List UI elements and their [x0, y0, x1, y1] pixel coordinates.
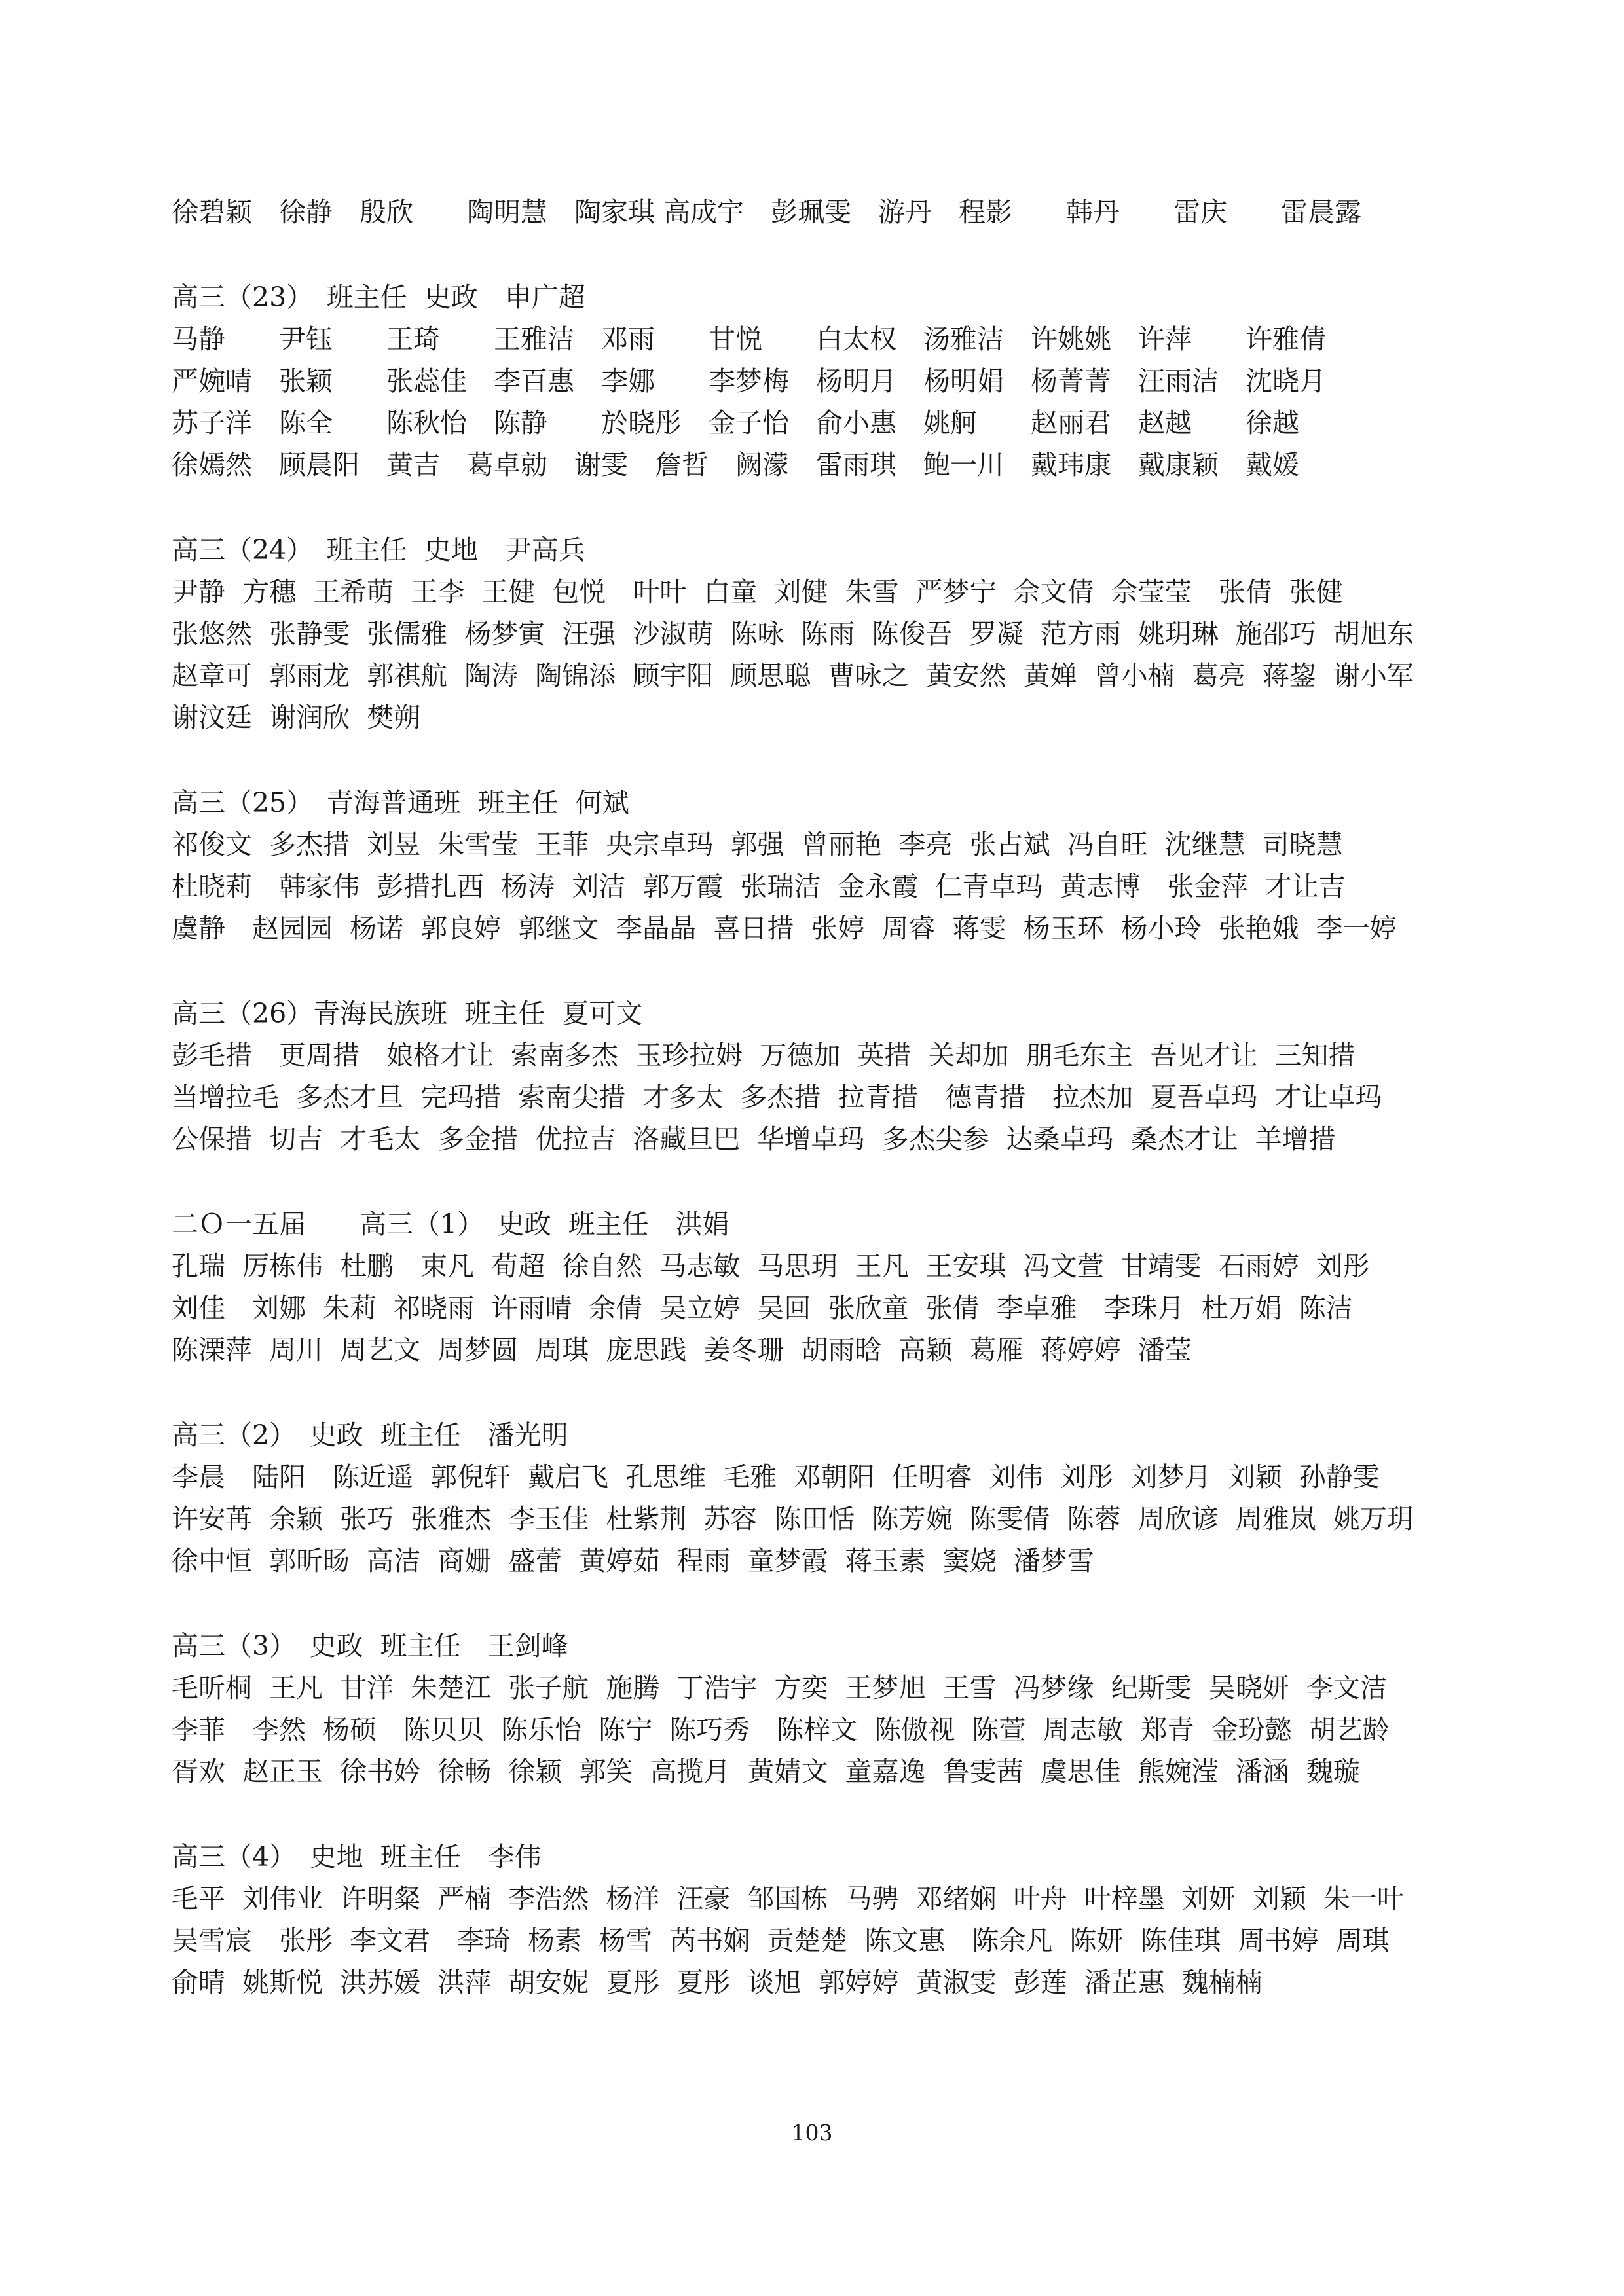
name-list-line: 严婉晴 张颖 张蕊佳 李百惠 李娜 李梦梅 杨明月 杨明娟 杨菁菁 汪雨洁 沈晓月	[172, 365, 1326, 397]
name-list-line: 刘佳 刘娜 朱莉 祁晓雨 许雨晴 余倩 吴立婷 吴回 张欣童 张倩 李卓雅 李珠月 杜万娟 陈洁	[172, 1292, 1353, 1324]
class-heading: 高三（4） 史地 班主任 李伟	[172, 1841, 542, 1872]
class-block	[172, 276, 1481, 486]
name-list-line: 公保措 切吉 才毛太 多金措 优拉吉 洛藏旦巴 华增卓玛 多杰尖参 达桑卓玛 桑杰才让 羊增措	[172, 1123, 1336, 1155]
name-list-line: 徐嫣然 顾晨阳 黄吉 葛卓勍 谢雯 詹哲 阙濛 雷雨琪 鲍一川 戴玮康 戴康颖 戴媛	[172, 449, 1299, 481]
name-list-line: 俞晴 姚斯悦 洪苏媛 洪萍 胡安妮 夏彤 夏彤 谈旭 郭婷婷 黄淑雯 彭莲 潘芷惠 魏楠楠	[172, 1967, 1263, 1998]
class-heading: 高三（25） 青海普通班 班主任 何斌	[172, 787, 629, 818]
name-list-line: 胥欢 赵正玉 徐书妗 徐畅 徐颖 郭笑 高揽月 黄婧文 童嘉逸 鲁雯茜 虞思佳 熊婉滢 潘涵 魏璇	[172, 1756, 1360, 1787]
class-heading: 高三（26）青海民族班 班主任 夏可文	[172, 998, 643, 1029]
name-list-line: 徐中恒 郭昕旸 高洁 商姗 盛蕾 黄婷茹 程雨 童梦霞 蒋玉素 窦娆 潘梦雪	[172, 1545, 1094, 1576]
name-list-line: 毛昕桐 王凡 甘洋 朱楚江 张子航 施腾 丁浩宇 方奕 王梦旭 王雪 冯梦缘 纪斯雯 吴晓妍 李文洁	[172, 1672, 1387, 1704]
name-list-line: 马静 尹钰 王琦 王雅洁 邓雨 甘悦 白太权 汤雅洁 许姚姚 许萍 许雅倩	[172, 323, 1326, 355]
class-heading: 二Ｏ一五届 高三（1） 史政 班主任 洪娟	[172, 1209, 729, 1240]
class-heading: 高三（23） 班主任 史政 申广超	[172, 282, 585, 313]
class-heading: 高三（2） 史政 班主任 潘光明	[172, 1419, 568, 1451]
name-list-line: 李晨 陆阳 陈近遥 郭倪轩 戴启飞 孔思维 毛雅 邓朝阳 任明睿 刘伟 刘彤 刘梦月 刘颖 孙静雯	[172, 1461, 1380, 1493]
class-heading: 高三（3） 史政 班主任 王剑峰	[172, 1630, 568, 1662]
name-list-line: 尹静 方穗 王希萌 王李 王健 包悦 叶叶 白童 刘健 朱雪 严梦宁 佘文倩 佘莹莹 张倩 张健	[172, 576, 1343, 608]
class-block	[172, 993, 1481, 1160]
name-list-line: 李菲 李然 杨硕 陈贝贝 陈乐怡 陈宁 陈巧秀 陈梓文 陈傲视 陈萱 周志敏 郑青 金玢懿 胡艺龄	[172, 1714, 1390, 1745]
class-block	[172, 191, 1481, 233]
name-list-line: 谢汶廷 谢润欣 樊朔	[172, 702, 421, 733]
name-list-line: 吴雪宸 张彤 李文君 李琦 杨素 杨雪 芮书娴 贡楚楚 陈文惠 陈余凡 陈妍 陈佳琪 周书婷 周琪	[172, 1925, 1390, 1956]
class-block	[172, 782, 1481, 949]
name-list-line: 杜晓莉 韩家伟 彭措扎西 杨涛 刘洁 郭万霞 张瑞洁 金永霞 仁青卓玛 黄志博 张金萍 才让吉	[172, 871, 1346, 902]
name-list-line: 虞静 赵园园 杨诺 郭良婷 郭继文 李晶晶 喜日措 张婷 周睿 蒋雯 杨玉环 杨小玲 张艳娥 李一婷	[172, 913, 1397, 944]
name-list-line: 张悠然 张静雯 张儒雅 杨梦寅 汪强 沙淑萌 陈咏 陈雨 陈俊吾 罗凝 范方雨 姚玥琳 施邵巧 胡旭东	[172, 618, 1414, 649]
name-list-line: 彭毛措 更周措 娘格才让 索南多杰 玉珍拉姆 万德加 英措 关却加 朋毛东主 吾见才让 三知措	[172, 1040, 1356, 1071]
name-list-line: 陈溧萍 周川 周艺文 周梦圆 周琪 庞思践 姜冬珊 胡雨晗 高颖 葛雁 蒋婷婷 潘莹	[172, 1334, 1192, 1366]
name-list-line: 徐碧颖 徐静 殷欣 陶明慧 陶家琪 高成宇 彭珮雯 游丹 程影 韩丹 雷庆 雷晨露	[172, 196, 1362, 228]
name-list-line: 毛平 刘伟业 许明粲 严楠 李浩然 杨洋 汪豪 邹国栋 马骋 邓绪娴 叶舟 叶梓墨 刘妍 刘颖 朱一叶	[172, 1883, 1404, 1914]
name-list-line: 当增拉毛 多杰才旦 完玛措 索南尖措 才多太 多杰措 拉青措 德青措 拉杰加 夏吾卓玛 才让卓玛	[172, 1082, 1382, 1113]
class-heading: 高三（24） 班主任 史地 尹高兵	[172, 534, 585, 566]
page-number: 103	[791, 2120, 833, 2145]
class-block	[172, 1203, 1481, 1371]
class-block	[172, 1836, 1481, 2003]
name-list-line: 孔瑞 厉栋伟 杜鹏 束凡 荀超 徐自然 马志敏 马思玥 王凡 王安琪 冯文萱 甘靖雯 石雨婷 刘彤	[172, 1250, 1370, 1282]
document-body	[172, 191, 1481, 2003]
name-list-line: 苏子洋 陈全 陈秋怡 陈静 於晓彤 金子怡 俞小惠 姚舸 赵丽君 赵越 徐越	[172, 407, 1299, 439]
class-block	[172, 1625, 1481, 1793]
class-block	[172, 529, 1481, 738]
class-block	[172, 1414, 1481, 1582]
name-list-line: 许安苒 余颖 张巧 张雅杰 李玉佳 杜紫荆 苏容 陈田恬 陈芳婉 陈雯倩 陈蓉 周欣谚 周雅岚 姚万玥	[172, 1503, 1414, 1535]
name-list-line: 祁俊文 多杰措 刘昱 朱雪莹 王菲 央宗卓玛 郭强 曾丽艳 李亮 张占斌 冯自旺 沈继慧 司晓慧	[172, 829, 1343, 860]
name-list-line: 赵章可 郭雨龙 郭祺航 陶涛 陶锦添 顾宇阳 顾思聪 曹咏之 黄安然 黄婵 曾小楠 葛亮 蒋鋆 谢小军	[172, 660, 1414, 691]
